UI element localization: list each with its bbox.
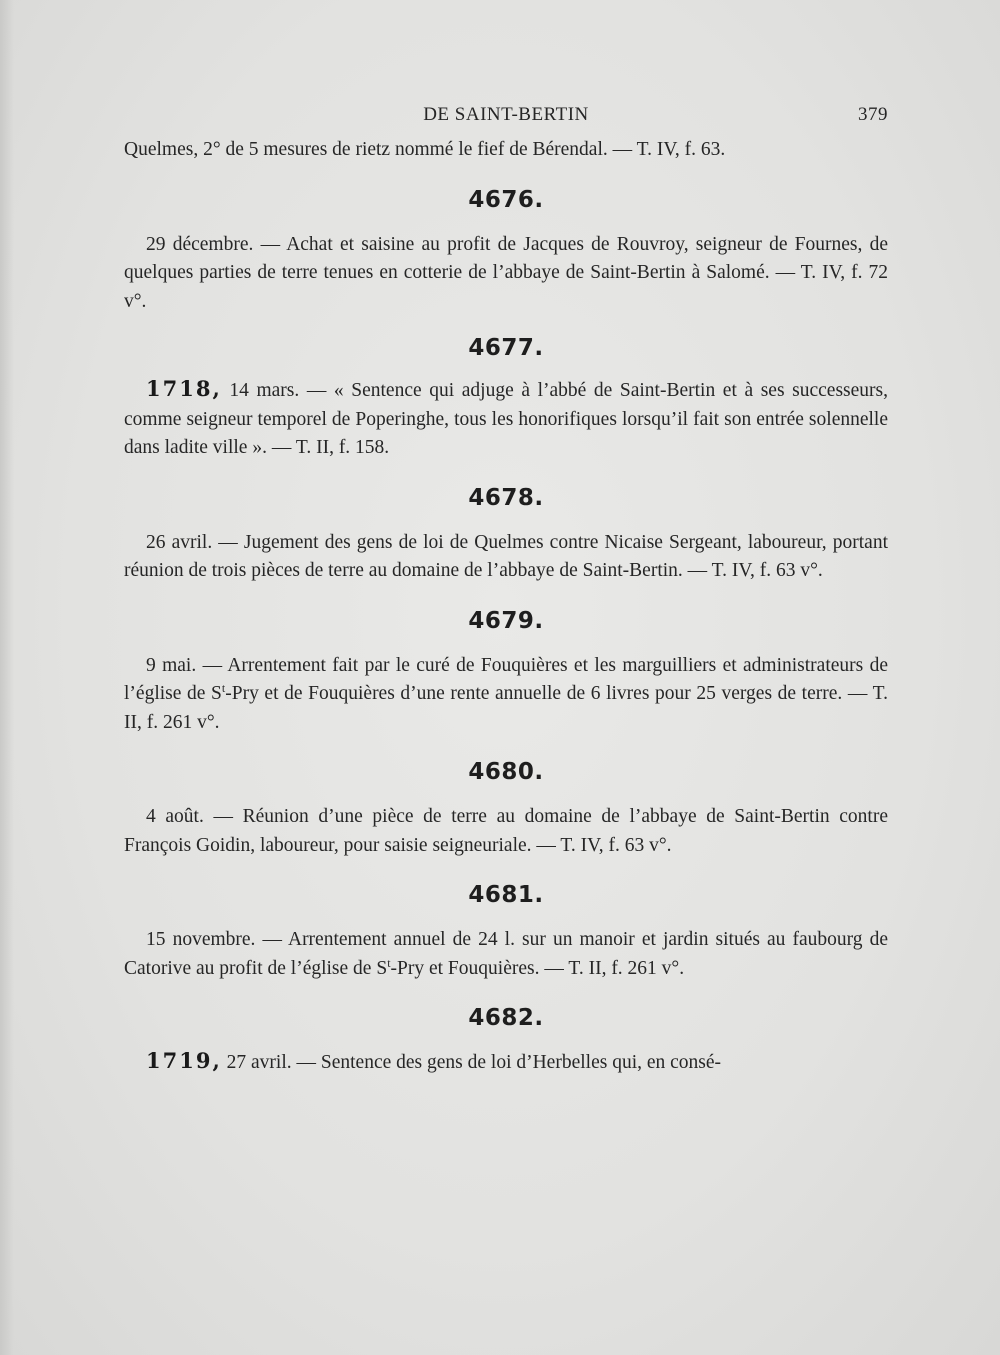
entry-paragraph-4679 xyxy=(124,652,888,738)
entry-text-4681-superscript: t xyxy=(387,955,391,970)
running-head xyxy=(124,100,888,130)
entry-text-4679-part1: 9 mai. — Arrentement fait par le curé de Fouquières et les marguilliers et administrateurs de l’église de S xyxy=(124,654,888,704)
entry-text-4680: 4 août. — Réunion d’une pièce de terre au domaine de l’abbaye de Saint-Bertin contre François Goidin, laboureur, pour saisie seigneuriale. — T. IV, f. 63 v°. xyxy=(124,806,888,856)
entry-text-4682: 27 avril. — Sentence des gens de loi d’Herbelles qui, en consé- xyxy=(221,1052,722,1073)
entry-text-4676: 29 décembre. — Achat et saisine au profit de Jacques de Rouvroy, seigneur de Fournes, de quelques parties de terre tenues en cotterie de l’abbaye de Saint-Bertin à Salomé. — T. IV, f. 72 v°. xyxy=(124,233,888,312)
entry-text-4677: 14 mars. — « Sentence qui adjuge à l’abbé de Saint-Bertin et à ses successeurs, comme seigneur temporel de Poperinghe, tous les honorifiques lorsqu’il fait son entrée solennelle dans ladite ville ». — T. II, f. 158. xyxy=(124,380,888,458)
page-number: 379 xyxy=(858,104,888,125)
entry-text-4681-part1: 15 novembre. — Arrentement annuel de 24 l. sur un manoir et jardin situés au faubourg de Catorive au profit de l’église de S xyxy=(124,929,888,979)
entry-number-4677: 4677. xyxy=(468,335,544,361)
text-block xyxy=(124,100,888,1078)
entry-number-4681: 4681. xyxy=(468,882,544,908)
entry-text-4679-superscript: t xyxy=(221,681,226,695)
entry-paragraph-4681 xyxy=(124,926,888,983)
continuation-paragraph: Quelmes, 2° de 5 mesures de rietz nommé le fief de Bérendal. — T. IV, f. 63. xyxy=(124,139,726,160)
running-title: DE SAINT-BERTIN xyxy=(423,104,589,125)
entry-paragraph-4682 xyxy=(124,1047,888,1078)
entry-year-1719: 1719, xyxy=(146,1048,222,1073)
page-binding-shadow xyxy=(0,0,14,1355)
entry-text-4679-part2: -Pry et de Fouquières d’une rente annuelle de 6 livres pour 25 verges de terre. — T. II, f. 261 v°. xyxy=(124,683,888,733)
entry-number-4676: 4676. xyxy=(468,186,544,213)
entry-number-4678: 4678. xyxy=(468,484,544,511)
entry-number-4679: 4679. xyxy=(468,607,544,634)
entry-year-1718: 1718, xyxy=(146,376,222,401)
entry-text-4678: 26 avril. — Jugement des gens de loi de Quelmes contre Nicaise Sergeant, laboureur, portant réunion de trois pièces de terre au domaine de l’abbaye de Saint-Bertin. — T. IV, f. 63 v°. xyxy=(124,531,888,581)
entry-text-4681-part2: -Pry et Fouquières. — T. II, f. 261 v°. xyxy=(390,957,685,979)
entry-number-4682: 4682. xyxy=(468,1005,544,1031)
entry-number-4680: 4680. xyxy=(468,759,544,785)
entry-paragraph-4677 xyxy=(124,375,888,463)
